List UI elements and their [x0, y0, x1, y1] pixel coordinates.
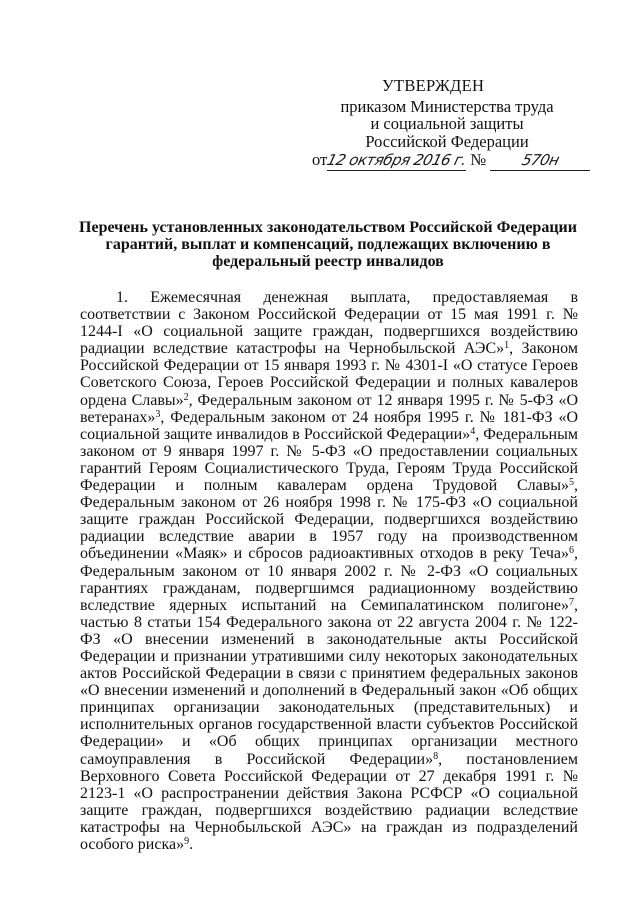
approval-stamp-block	[312, 77, 582, 171]
footnote-ref: 9	[184, 836, 190, 847]
approval-number-label: №	[470, 150, 487, 169]
footnote-ref: 2	[183, 391, 189, 403]
footnote-ref: 6	[569, 545, 574, 557]
paragraph-text: , частью 8 статьи 154 Федерального закона от 22 августа 2004 г. № 122-ФЗ «О внесении изменений в законодательные акты Российской Федерации и признании утратившими силу некоторых законодательных актов Российской Федерации в связи с принятием федеральных законов «О внесении изменений и дополнений в Федеральный закон «Об общих принципах организации законодательных (представительных) и исполнительных органов государственной власти субъектов Российской Федерации» и «Об общих принципах организации местного самоуправления в Российской Федерации»	[80, 596, 578, 768]
footnote-ref: 5	[569, 477, 574, 489]
approval-title: УТВЕРЖДЕН	[382, 76, 485, 95]
footnote-ref: 1	[504, 340, 510, 352]
paragraph-text: , Федеральным законом от 12 января 1995 г. № 5-ФЗ «О ветеранах»	[80, 391, 578, 426]
approval-country-line: Российской Федерации	[365, 131, 529, 151]
paragraph-text: .	[189, 836, 194, 853]
approval-from-label: от	[312, 150, 328, 169]
footnote-ref: 4	[470, 425, 476, 437]
approval-ministry-line: и социальной защиты	[370, 114, 524, 133]
document-heading: Перечень установленных законодательством Российской Федерации гарантий, выплат и компенсаций, подлежащих включению в федеральный реестр инвалидов	[79, 219, 577, 271]
approval-signature-line	[312, 151, 582, 171]
paragraph-text: , Федеральным законом от 9 января 1997 г. № 5-ФЗ «О предоставлении социальных гарантий Героям Социалистического Труда, Героям Труда Российской Федерации и полным кавалерам ордена Трудовой Славы»	[80, 425, 578, 495]
approval-number-field	[490, 151, 590, 171]
handwritten-number: 570н	[519, 151, 561, 169]
footnote-ref: 8	[433, 750, 439, 762]
footnote-ref: 7	[569, 596, 574, 608]
paragraph-text: , постановлением Верховного Совета Российской Федерации от 27 декабря 1991 г. № 2123-1 «О распространении действия Закона РСФСР «О социальной защите граждан, подвергшихся воздействию радиации вследствие катастрофы на Чернобыльской АЭС» на граждан из подразделений особого риска»	[80, 750, 578, 853]
paragraph-text: , Федеральным законом от 10 января 2002 г. № 2-ФЗ «О социальных гарантиях гражданам, подвергшимся радиационному воздействию вследствие ядерных испытаний на Семипалатинском полигоне»	[80, 545, 578, 614]
footnote-ref: 3	[155, 408, 161, 420]
approval-order-line: приказом Министерства труда	[340, 96, 554, 116]
handwritten-date: 12 октября 2016 г.	[325, 151, 469, 169]
paragraph-1	[80, 289, 578, 853]
approval-date-field	[325, 151, 469, 171]
paragraph-text: , Федеральным законом от 26 ноября 1998 г. № 175-ФЗ «О социальной защите граждан Российской Федерации, подвергшихся воздействию радиации вследствие аварии в 1957 году на производственном объединении «Маяк» и сбросов радиоактивных отходов в реку Теча»	[80, 477, 578, 563]
paragraph-text: , Федеральным законом от 24 ноября 1995 г. № 181-ФЗ «О социальной защите инвалидов в Российской Федерации»	[80, 408, 578, 443]
paragraph-text: , Законом Российской Федерации от 15 января 1993 г. № 4301-I «О статусе Героев Советского Союза, Героев Российской Федерации и полных кавалеров ордена Славы»	[80, 340, 579, 409]
paragraph-text: 1. Ежемесячная денежная выплата, предоставляемая в соответствии с Законом Российской Федерации от 15 мая 1991 г. № 1244-I «О социальной защите граждан, подвергшихся воздействию радиации вследствие катастрофы на Чернобыльской АЭС»	[80, 289, 578, 358]
